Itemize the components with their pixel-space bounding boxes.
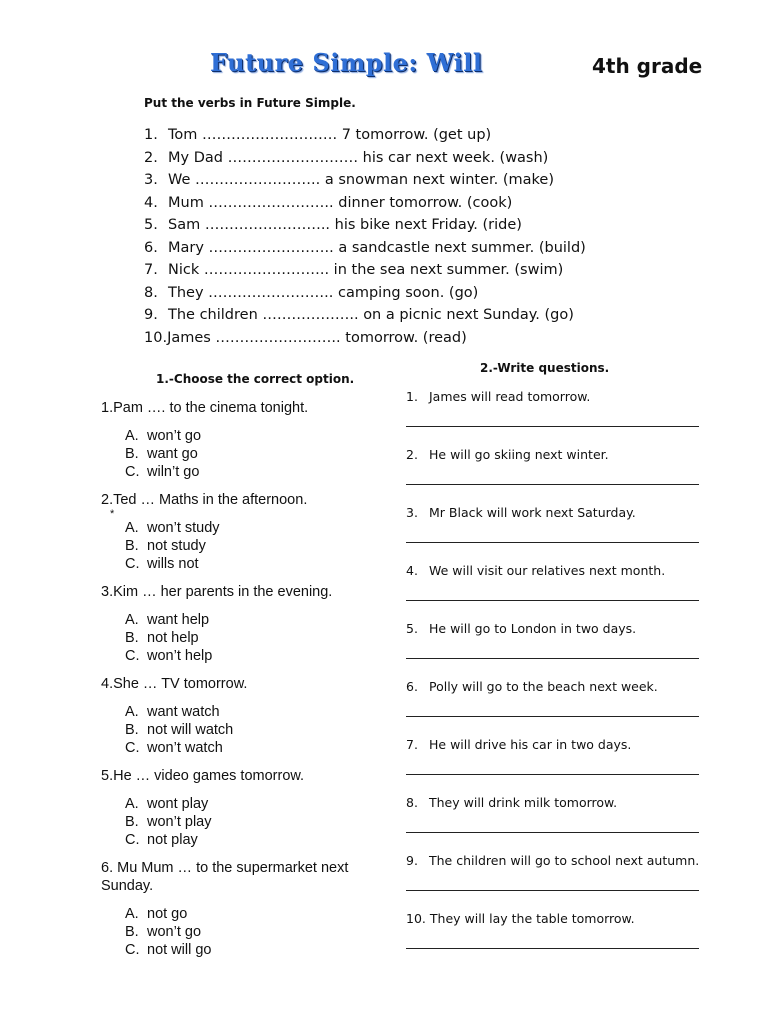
grade-label: 4th grade xyxy=(592,54,703,78)
choice-option xyxy=(101,629,376,647)
write-item-sentence: Polly will go to the beach next week. xyxy=(429,679,658,694)
fill-item-number: 9. xyxy=(144,307,158,323)
fill-item xyxy=(144,214,586,237)
option-text: not help xyxy=(147,630,199,646)
option-text: not play xyxy=(147,832,198,848)
write-item-number: 5. xyxy=(406,621,418,636)
option-letter: C. xyxy=(125,832,140,848)
fill-item-text: They …………………….. camping soon. (go) xyxy=(168,284,479,301)
option-letter: A. xyxy=(125,428,139,444)
option-letter: A. xyxy=(125,704,139,720)
write-question-item xyxy=(406,679,706,717)
fill-item-text: Mary …………………….. a sandcastle next summer. (build) xyxy=(168,239,586,256)
choice-option xyxy=(101,537,376,555)
choice-question-text: 2.Ted … Maths in the afternoon. xyxy=(101,492,308,508)
choice-option xyxy=(101,923,376,941)
choice-option xyxy=(101,813,376,831)
write-item-number: 9. xyxy=(406,853,418,868)
fill-item xyxy=(144,282,586,305)
choice-question-text: 1.Pam …. to the cinema tonight. xyxy=(101,400,309,416)
choice-option xyxy=(101,445,376,463)
choice-option xyxy=(101,611,376,629)
choice-options xyxy=(101,427,376,481)
choice-options xyxy=(101,905,376,959)
fill-item xyxy=(144,147,586,170)
fill-item xyxy=(144,259,586,282)
fill-item-text: My Dad ……………………… his car next week. (wash) xyxy=(168,149,549,166)
answer-line[interactable] xyxy=(406,426,699,427)
write-item-sentence: The children will go to school next autumn. xyxy=(429,853,700,868)
write-item-sentence: He will drive his car in two days. xyxy=(429,737,632,752)
write-item-number: 2. xyxy=(406,447,418,462)
write-item-number: 7. xyxy=(406,737,418,752)
fill-instruction: Put the verbs in Future Simple. xyxy=(144,96,356,110)
choose-section-heading: 1.-Choose the correct option. xyxy=(156,372,355,386)
fill-item-text: James …………………….. tomorrow. (read) xyxy=(167,329,467,346)
option-letter: A. xyxy=(125,612,139,628)
option-letter: B. xyxy=(125,722,139,738)
option-letter: B. xyxy=(125,446,139,462)
option-text: not will watch xyxy=(147,722,234,738)
choice-question xyxy=(101,491,376,573)
fill-item-number: 10. xyxy=(144,329,168,346)
answer-line[interactable] xyxy=(406,484,699,485)
write-question-item xyxy=(406,563,706,601)
fill-item-text: Tom ………………………. 7 tomorrow. (get up) xyxy=(168,127,492,143)
option-text: want help xyxy=(147,612,210,628)
write-item-sentence: He will go skiing next winter. xyxy=(429,447,609,462)
option-text: not will go xyxy=(147,942,212,958)
write-item-sentence: They will drink milk tomorrow. xyxy=(429,795,618,810)
write-item-number: 8. xyxy=(406,795,418,810)
fill-item-number: 8. xyxy=(144,284,158,301)
write-item-sentence: We will visit our relatives next month. xyxy=(429,563,666,578)
write-item-number: 3. xyxy=(406,505,418,520)
choice-question xyxy=(101,583,376,665)
option-letter: B. xyxy=(125,630,139,646)
choice-option xyxy=(101,941,376,959)
option-letter: A. xyxy=(125,520,139,536)
option-text: won’t help xyxy=(147,648,213,664)
choice-option xyxy=(101,703,376,721)
answer-line[interactable] xyxy=(406,658,699,659)
choice-question-text: 3.Kim … her parents in the evening. xyxy=(101,584,333,600)
fill-in-list xyxy=(144,124,586,349)
fill-item-text: Sam …………………….. his bike next Friday. (ride) xyxy=(168,217,522,233)
fill-item xyxy=(144,237,586,260)
choice-options xyxy=(101,519,376,573)
option-letter: C. xyxy=(125,556,140,572)
fill-item-text: The children ……………….. on a picnic next Sunday. (go) xyxy=(168,307,574,323)
option-letter: A. xyxy=(125,796,139,812)
option-text: want go xyxy=(147,446,198,462)
choice-question-text: 6. Mu Mum … to the supermarket next Sunday. xyxy=(101,860,349,894)
fill-item xyxy=(144,327,586,350)
choice-question-text: 5.He … video games tomorrow. xyxy=(101,768,305,784)
answer-line[interactable] xyxy=(406,600,699,601)
option-text: wills not xyxy=(147,556,199,572)
write-question-item xyxy=(406,737,706,775)
choice-question xyxy=(101,675,376,757)
fill-item-text: Mum …………………….. dinner tomorrow. (cook) xyxy=(168,194,513,211)
choice-option xyxy=(101,555,376,573)
write-question-item xyxy=(406,853,706,891)
worksheet-title: Future Simple: Will xyxy=(210,48,483,77)
write-item-number: 6. xyxy=(406,679,418,694)
choice-option xyxy=(101,647,376,665)
option-letter: C. xyxy=(125,648,140,664)
answer-line[interactable] xyxy=(406,716,699,717)
option-text: won’t watch xyxy=(147,740,223,756)
fill-item xyxy=(144,124,586,147)
option-letter: B. xyxy=(125,814,139,830)
write-item-sentence: James will read tomorrow. xyxy=(429,389,591,404)
option-text: want watch xyxy=(147,704,220,720)
choice-question xyxy=(101,767,376,849)
write-question-item xyxy=(406,621,706,659)
write-question-item xyxy=(406,795,706,833)
fill-item-text: Nick …………………….. in the sea next summer. (swim) xyxy=(168,262,564,278)
option-text: won’t study xyxy=(147,520,220,536)
fill-item-number: 1. xyxy=(144,127,158,143)
write-question-item xyxy=(406,505,706,543)
option-text: wiln’t go xyxy=(147,464,200,480)
option-text: wont play xyxy=(147,796,209,812)
choice-question-text: 4.She … TV tomorrow. xyxy=(101,676,248,692)
choice-option xyxy=(101,721,376,739)
fill-item-number: 7. xyxy=(144,262,158,278)
write-item-number: 4. xyxy=(406,563,418,578)
fill-item xyxy=(144,192,586,215)
option-letter: B. xyxy=(125,538,139,554)
write-item-number: 1. xyxy=(406,389,418,404)
choice-option xyxy=(101,463,376,481)
write-item-sentence: They will lay the table tomorrow. xyxy=(429,911,635,926)
choice-option xyxy=(101,795,376,813)
write-item-sentence: Mr Black will work next Saturday. xyxy=(429,505,636,520)
choice-options xyxy=(101,611,376,665)
option-text: not go xyxy=(147,906,188,922)
write-question-item xyxy=(406,911,706,949)
choice-options xyxy=(101,703,376,757)
choice-option xyxy=(101,831,376,849)
fill-item-text: We …………………….. a snowman next winter. (make) xyxy=(168,172,555,188)
answer-line[interactable] xyxy=(406,832,699,833)
option-letter: C. xyxy=(125,740,140,756)
questions-section-heading: 2.-Write questions. xyxy=(480,361,610,375)
fill-item-number: 6. xyxy=(144,239,158,256)
write-item-number: 10. xyxy=(406,911,426,926)
fill-item xyxy=(144,304,586,327)
choice-options xyxy=(101,795,376,849)
option-letter: C. xyxy=(125,942,140,958)
choice-option xyxy=(101,427,376,445)
option-text: won’t go xyxy=(147,924,202,940)
fill-item xyxy=(144,169,586,192)
fill-item-number: 2. xyxy=(144,149,158,166)
option-letter: A. xyxy=(125,906,139,922)
write-question-item xyxy=(406,389,706,427)
choice-option xyxy=(101,519,376,537)
choice-question xyxy=(101,399,376,481)
option-letter: B. xyxy=(125,924,139,940)
write-question-item xyxy=(406,447,706,485)
answer-line[interactable] xyxy=(406,948,699,949)
option-letter: C. xyxy=(125,464,140,480)
choice-option xyxy=(101,905,376,923)
fill-item-number: 3. xyxy=(144,172,158,188)
answer-line[interactable] xyxy=(406,890,699,891)
fill-item-number: 4. xyxy=(144,194,158,211)
write-item-sentence: He will go to London in two days. xyxy=(429,621,637,636)
option-text: won’t go xyxy=(147,428,202,444)
choice-question xyxy=(101,859,376,959)
choice-option xyxy=(101,739,376,757)
stray-asterisk: * xyxy=(110,508,115,520)
option-text: not study xyxy=(147,538,206,554)
answer-line[interactable] xyxy=(406,542,699,543)
answer-line[interactable] xyxy=(406,774,699,775)
fill-item-number: 5. xyxy=(144,217,158,233)
option-text: won’t play xyxy=(147,814,212,830)
